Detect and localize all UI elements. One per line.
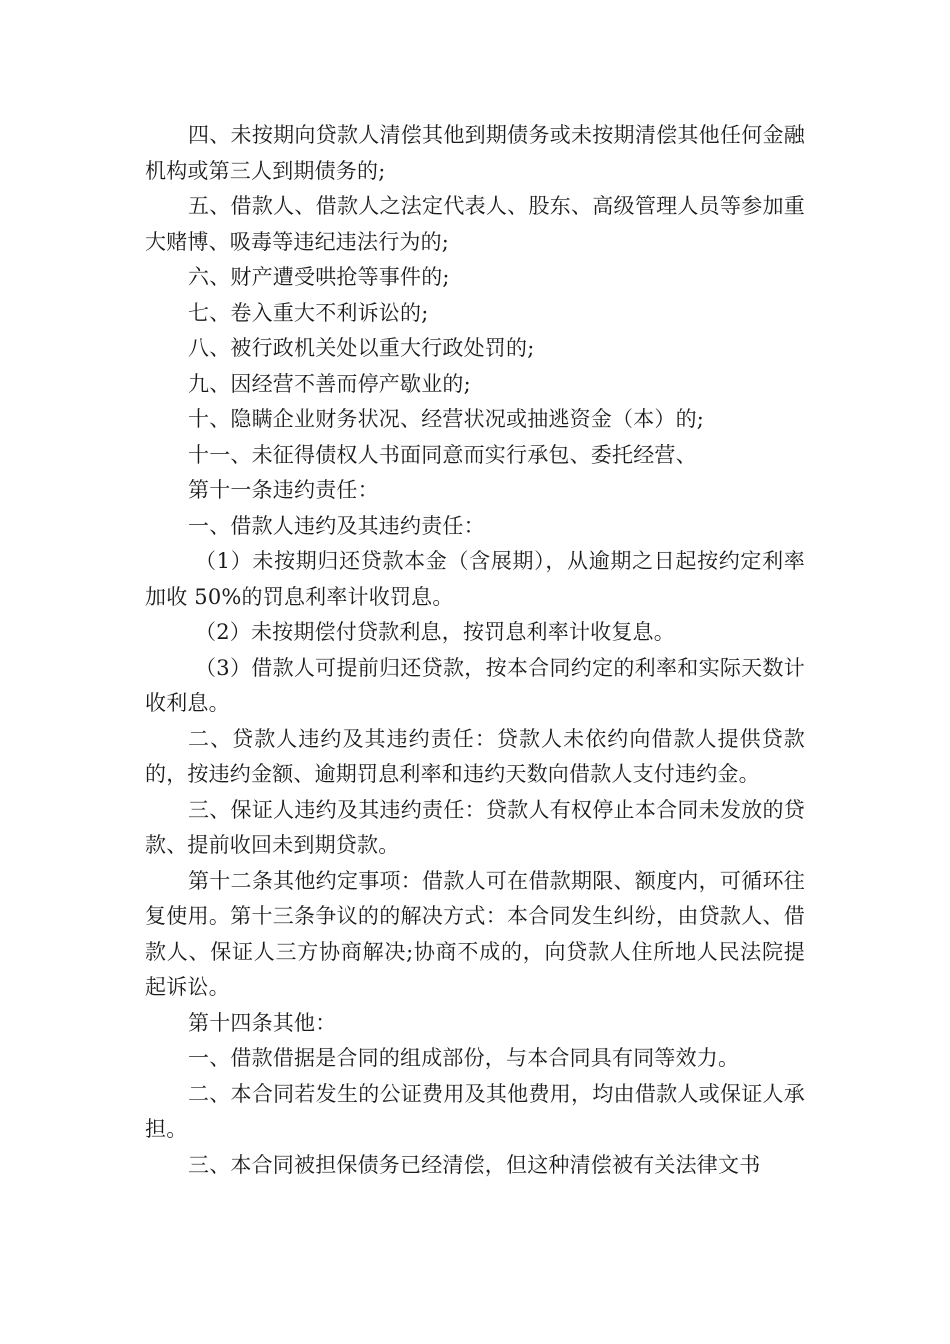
article-14-heading: 第十四条其他：	[188, 1010, 337, 1035]
paragraph-borrower-default: 一、借款人违约及其违约责任：	[188, 513, 485, 538]
paragraph-clause-11: 十一、未征得债权人书面同意而实行承包、委托经营、	[188, 442, 697, 467]
paragraph-guarantor-default: 三、保证人违约及其违约责任：贷款人有权停止本合同未发放的贷款、提前收回未到期贷款。	[145, 797, 805, 857]
paragraph-item-2: （2）未按期偿付贷款利息，按罚息利率计收复息。	[195, 620, 675, 644]
paragraph-lender-default: 二、贷款人违约及其违约责任：贷款人未依约向借款人提供贷款的，按违约金额、逾期罚息利率和违约天数向借款人支付违约金。	[145, 726, 805, 786]
paragraph-clause-10: 十、隐瞒企业财务状况、经营状况或抽逃资金（本）的;	[188, 407, 705, 431]
paragraph-other-1: 一、借款借据是合同的组成部份，与本合同具有同等效力。	[188, 1046, 740, 1070]
paragraph-clause-6: 六、财产遭受哄抢等事件的;	[188, 265, 450, 289]
paragraph-clause-5: 五、借款人、借款人之法定代表人、股东、高级管理人员等参加重大赌博、吸毒等违纪违法行为的;	[145, 194, 805, 254]
paragraph-item-3: （3）借款人可提前归还贷款，按本合同约定的利率和实际天数计收利息。	[145, 655, 805, 715]
paragraph-clause-7: 七、卷入重大不利诉讼的;	[188, 300, 429, 325]
paragraph-clause-8: 八、被行政机关处以重大行政处罚的;	[188, 336, 535, 360]
article-11-heading: 第十一条违约责任：	[188, 478, 379, 502]
document-page	[145, 118, 805, 1183]
paragraph-other-2: 二、本合同若发生的公证费用及其他费用，均由借款人或保证人承担。	[145, 1081, 805, 1141]
paragraph-item-1: （1）未按期归还贷款本金（含展期），从逾期之日起按约定利率加收 50%的罚息利率计收罚息。	[145, 549, 805, 609]
article-12-13-paragraph: 第十二条其他约定事项：借款人可在借款期限、额度内，可循环往复使用。第十三条争议的的解决方式：本合同发生纠纷，由贷款人、借款人、保证人三方协商解决;协商不成的，向贷款人住所地人民法院提起诉讼。	[145, 868, 805, 999]
paragraph-clause-4: 四、未按期向贷款人清偿其他到期债务或未按期清偿其他任何金融机构或第三人到期债务的;	[145, 123, 805, 183]
paragraph-other-3: 三、本合同被担保债务已经清偿，但这种清偿被有关法律文书	[188, 1152, 761, 1177]
paragraph-clause-9: 九、因经营不善而停产歇业的;	[188, 371, 471, 396]
